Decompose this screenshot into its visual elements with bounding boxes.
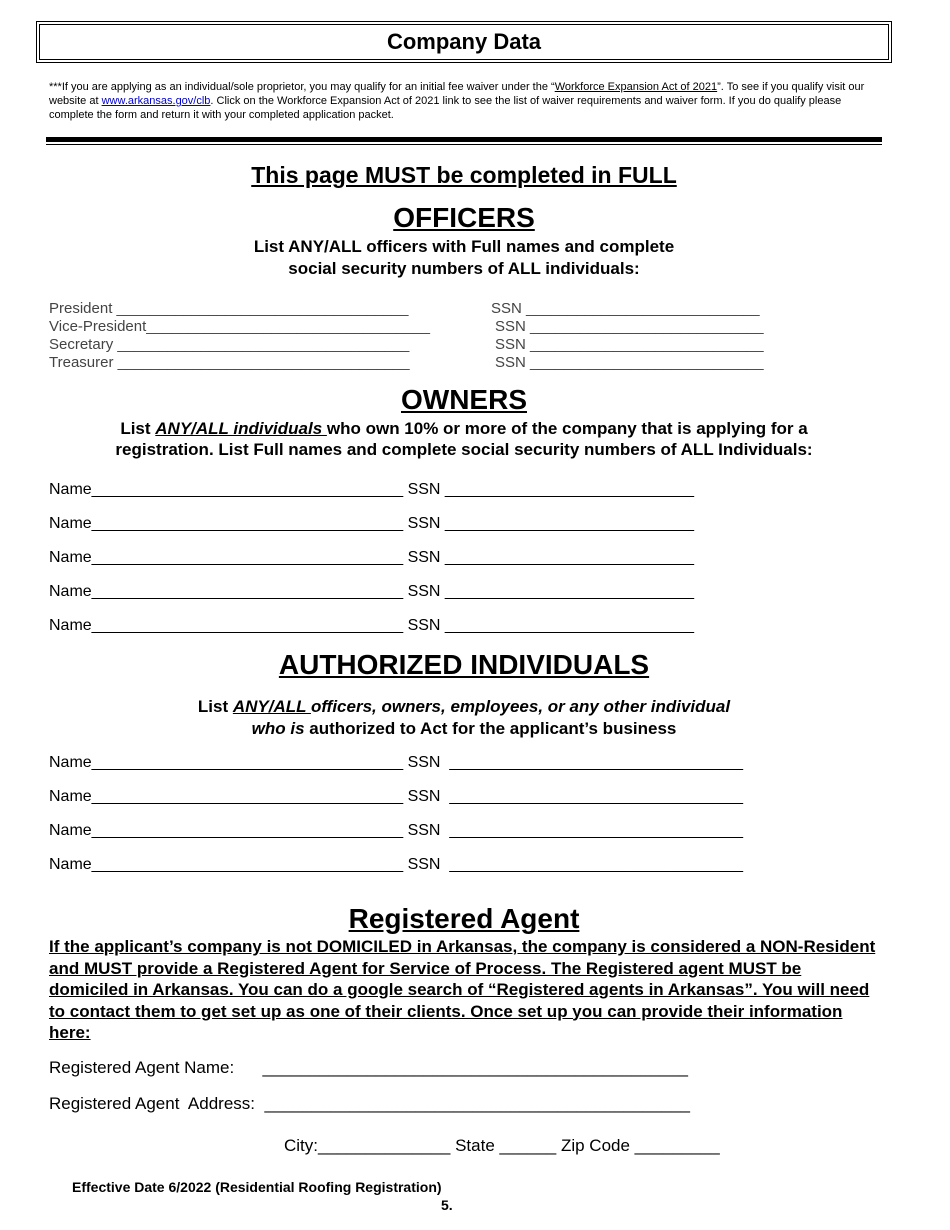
vice-president-field[interactable]: Vice-President__________________________________ (49, 318, 430, 335)
officers-heading: OFFICERS (393, 202, 535, 233)
owner-row-4[interactable]: Name___________________________________ SSN ____________________________ (49, 583, 695, 600)
divider-thick (46, 137, 882, 142)
authorized-row-4[interactable]: Name___________________________________ SSN _________________________________ (49, 856, 744, 873)
president-field[interactable]: President ___________________________________ (49, 300, 409, 317)
authorized-row-3[interactable]: Name___________________________________ SSN _________________________________ (49, 822, 744, 839)
secretary-field[interactable]: Secretary ___________________________________ (49, 336, 410, 353)
authorized-instruction-who: who is (251, 719, 305, 738)
authorized-instruction-pre: List (197, 697, 233, 716)
city-state-zip-field[interactable]: City:______________ State ______ Zip Code _________ (284, 1136, 720, 1155)
owners-instruction-1 (0, 418, 928, 440)
officers-instruction-1: List ANY/ALL officers with Full names and complete (253, 237, 675, 256)
notice-text-3: . Click on the Workforce Expansion Act of 2021 link to see the list of waiver requirements and waiver form. If you do qualify please complete the form and return it with your completed application packet. (49, 95, 842, 121)
secretary-ssn-field[interactable]: SSN ____________________________ (495, 336, 764, 353)
effective-date: Effective Date 6/2022 (Residential Roofing Registration) (72, 1179, 442, 1195)
vice-president-ssn-field[interactable]: SSN ____________________________ (495, 318, 764, 335)
registered-agent-heading: Registered Agent (348, 903, 580, 934)
owners-instruction-2: registration. List Full names and complete social security numbers of ALL Individuals: (115, 440, 813, 459)
authorized-row-1[interactable]: Name___________________________________ SSN _________________________________ (49, 754, 744, 771)
authorized-instruction-italic: officers, owners, employees, or any other individual (310, 697, 731, 716)
page-title: Company Data (36, 21, 892, 63)
registered-agent-address-field[interactable]: Registered Agent Address: _____________________________________________ (49, 1094, 690, 1113)
registered-agent-instructions: If the applicant’s company is not DOMICILED in Arkansas, the company is considered a NON-Resident and MUST provide a Registered Agent for Service of Process. The Registered agent MUST be domiciled in Arkansas. You can do a google search of “Registered agents in Arkansas”. You will need to contact them to get set up as one of their clients. Once set up you can provide their information here: (49, 937, 876, 1042)
authorized-instruction-emphasis: ANY/ALL (232, 697, 311, 716)
owner-row-5[interactable]: Name___________________________________ SSN ____________________________ (49, 617, 695, 634)
authorized-instruction-2 (0, 718, 928, 740)
owners-instruction-pre: List (120, 419, 156, 438)
notice-text-2: ”. To see if you qualify visit our website at (49, 81, 865, 107)
authorized-row-2[interactable]: Name___________________________________ SSN _________________________________ (49, 788, 744, 805)
divider-thin (46, 144, 882, 145)
website-link[interactable]: www.arkansas.gov/clb (101, 95, 211, 107)
registered-agent-name-field[interactable]: Registered Agent Name: _____________________________________________ (49, 1058, 689, 1077)
authorized-heading: AUTHORIZED INDIVIDUALS (278, 649, 650, 680)
notice-text-1: ***If you are applying as an individual/sole proprietor, you may qualify for an initial fee waiver under the “ (49, 81, 555, 93)
owner-row-2[interactable]: Name___________________________________ SSN ____________________________ (49, 515, 695, 532)
authorized-instruction-post: authorized to Act for the applicant’s business (304, 719, 677, 738)
owners-heading: OWNERS (401, 384, 527, 415)
fee-waiver-notice (49, 80, 879, 122)
must-complete-heading: This page MUST be completed in FULL (251, 162, 677, 188)
officers-instruction-2: social security numbers of ALL individuals: (288, 259, 640, 278)
page-number: 5. (441, 1197, 453, 1213)
treasurer-field[interactable]: Treasurer ___________________________________ (49, 354, 410, 371)
owner-row-3[interactable]: Name___________________________________ SSN ____________________________ (49, 549, 695, 566)
president-ssn-field[interactable]: SSN ____________________________ (491, 300, 760, 317)
owners-instruction-emphasis: ANY/ALL individuals (155, 419, 327, 438)
treasurer-ssn-field[interactable]: SSN ____________________________ (495, 354, 764, 371)
act-name: Workforce Expansion Act of 2021 (554, 81, 718, 93)
owners-instruction-post: who own 10% or more of the company that is applying for a (326, 419, 808, 438)
owner-row-1[interactable]: Name___________________________________ SSN ____________________________ (49, 481, 695, 498)
authorized-instruction-1 (0, 696, 928, 718)
